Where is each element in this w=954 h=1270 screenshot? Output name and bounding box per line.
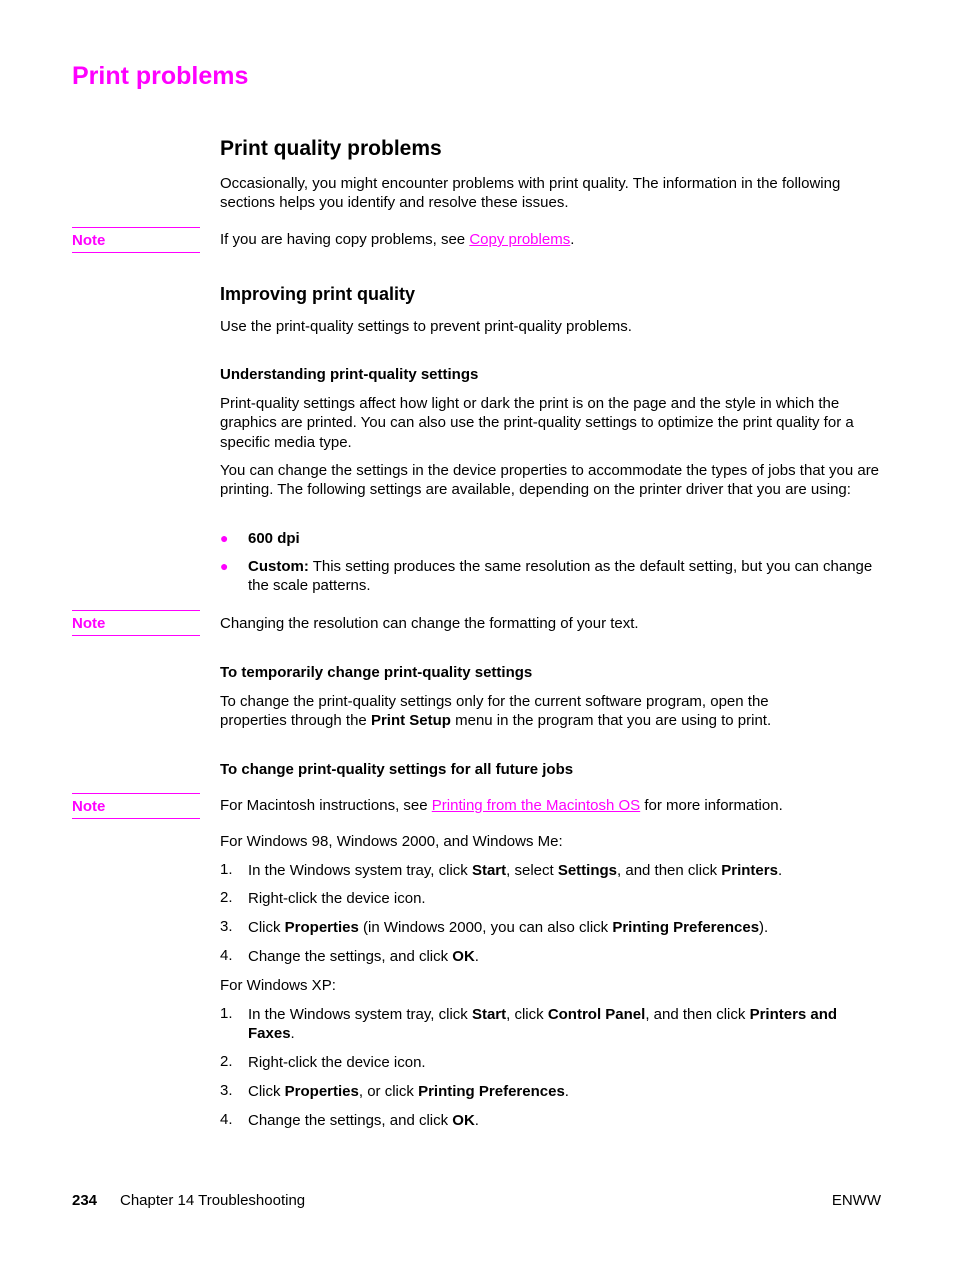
step-item: In the Windows system tray, click Start, select Settings, and then click Printers.	[248, 862, 783, 879]
improving-text: Use the print-quality settings to prevent print-quality problems.	[220, 318, 632, 335]
bullet-icon: ●	[220, 558, 229, 574]
understanding-paragraph-1: Print-quality settings affect how light or dark the print is on the page and the style in which the graphics are printed. You can also use the print-quality settings to optimize the print quality for a specific media type.	[220, 395, 854, 451]
macintosh-link[interactable]: Printing from the Macintosh OS	[431, 797, 641, 814]
step-number: 2.	[220, 889, 233, 906]
note-box	[72, 793, 200, 819]
footer-right: ENWW	[831, 1192, 881, 1209]
note-text: If you are having copy problems, see Copy problems.	[220, 231, 575, 248]
bullet-item-600dpi: 600 dpi	[248, 530, 300, 547]
note-text: For Macintosh instructions, see Printing from the Macintosh OS for more information.	[220, 797, 783, 814]
page-number: 234	[72, 1192, 98, 1209]
understanding-paragraph-2: You can change the settings in the device properties to accommodate the types of jobs that you are printing. The following settings are available, depending on the printer driver that you are using:	[220, 462, 880, 499]
step-number: 4.	[220, 947, 233, 964]
step-item: Click Properties (in Windows 2000, you can also click Printing Preferences).	[248, 919, 769, 936]
note-box	[72, 227, 200, 253]
note-label: Note	[72, 798, 106, 815]
bullet-icon: ●	[220, 530, 229, 546]
intro-paragraph: Occasionally, you might encounter problems with print quality. The information in the following sections helps you identify and resolve these issues.	[220, 175, 841, 212]
step-item: Change the settings, and click OK.	[248, 948, 479, 965]
understanding-heading: Understanding print-quality settings	[220, 366, 479, 383]
note-box	[72, 610, 200, 636]
step-item: Right-click the device icon.	[248, 890, 426, 907]
step-number: 2.	[220, 1053, 233, 1070]
future-heading: To change print-quality settings for all future jobs	[220, 761, 574, 778]
bullet-item-custom: Custom: This setting produces the same resolution as the default setting, but you can change the scale patterns.	[248, 558, 873, 595]
step-number: 4.	[220, 1111, 233, 1128]
win98-label: For Windows 98, Windows 2000, and Windows Me:	[220, 833, 563, 850]
winxp-label: For Windows XP:	[220, 977, 336, 994]
improving-heading: Improving print quality	[220, 284, 416, 304]
temporary-paragraph: To change the print-quality settings only for the current software program, open the properties through the Print Setup menu in the program that you are using to print.	[220, 693, 772, 730]
footer-chapter: Chapter 14 Troubleshooting	[120, 1192, 306, 1209]
temporary-heading: To temporarily change print-quality settings	[220, 664, 533, 681]
step-number: 1.	[220, 861, 233, 878]
step-number: 3.	[220, 918, 233, 935]
note-text: Changing the resolution can change the formatting of your text.	[220, 615, 639, 632]
copy-problems-link[interactable]: Copy problems	[469, 231, 571, 248]
page-title: Print problems	[72, 62, 249, 90]
step-item: Click Properties, or click Printing Preferences.	[248, 1083, 569, 1100]
step-number: 1.	[220, 1005, 233, 1022]
step-item: In the Windows system tray, click Start, click Control Panel, and then click Printers and Faxes.	[248, 1006, 838, 1043]
note-label: Note	[72, 615, 106, 632]
note-label: Note	[72, 232, 106, 249]
step-number: 3.	[220, 1082, 233, 1099]
section-title: Print quality problems	[220, 137, 442, 160]
step-item: Change the settings, and click OK.	[248, 1112, 479, 1129]
step-item: Right-click the device icon.	[248, 1054, 426, 1071]
